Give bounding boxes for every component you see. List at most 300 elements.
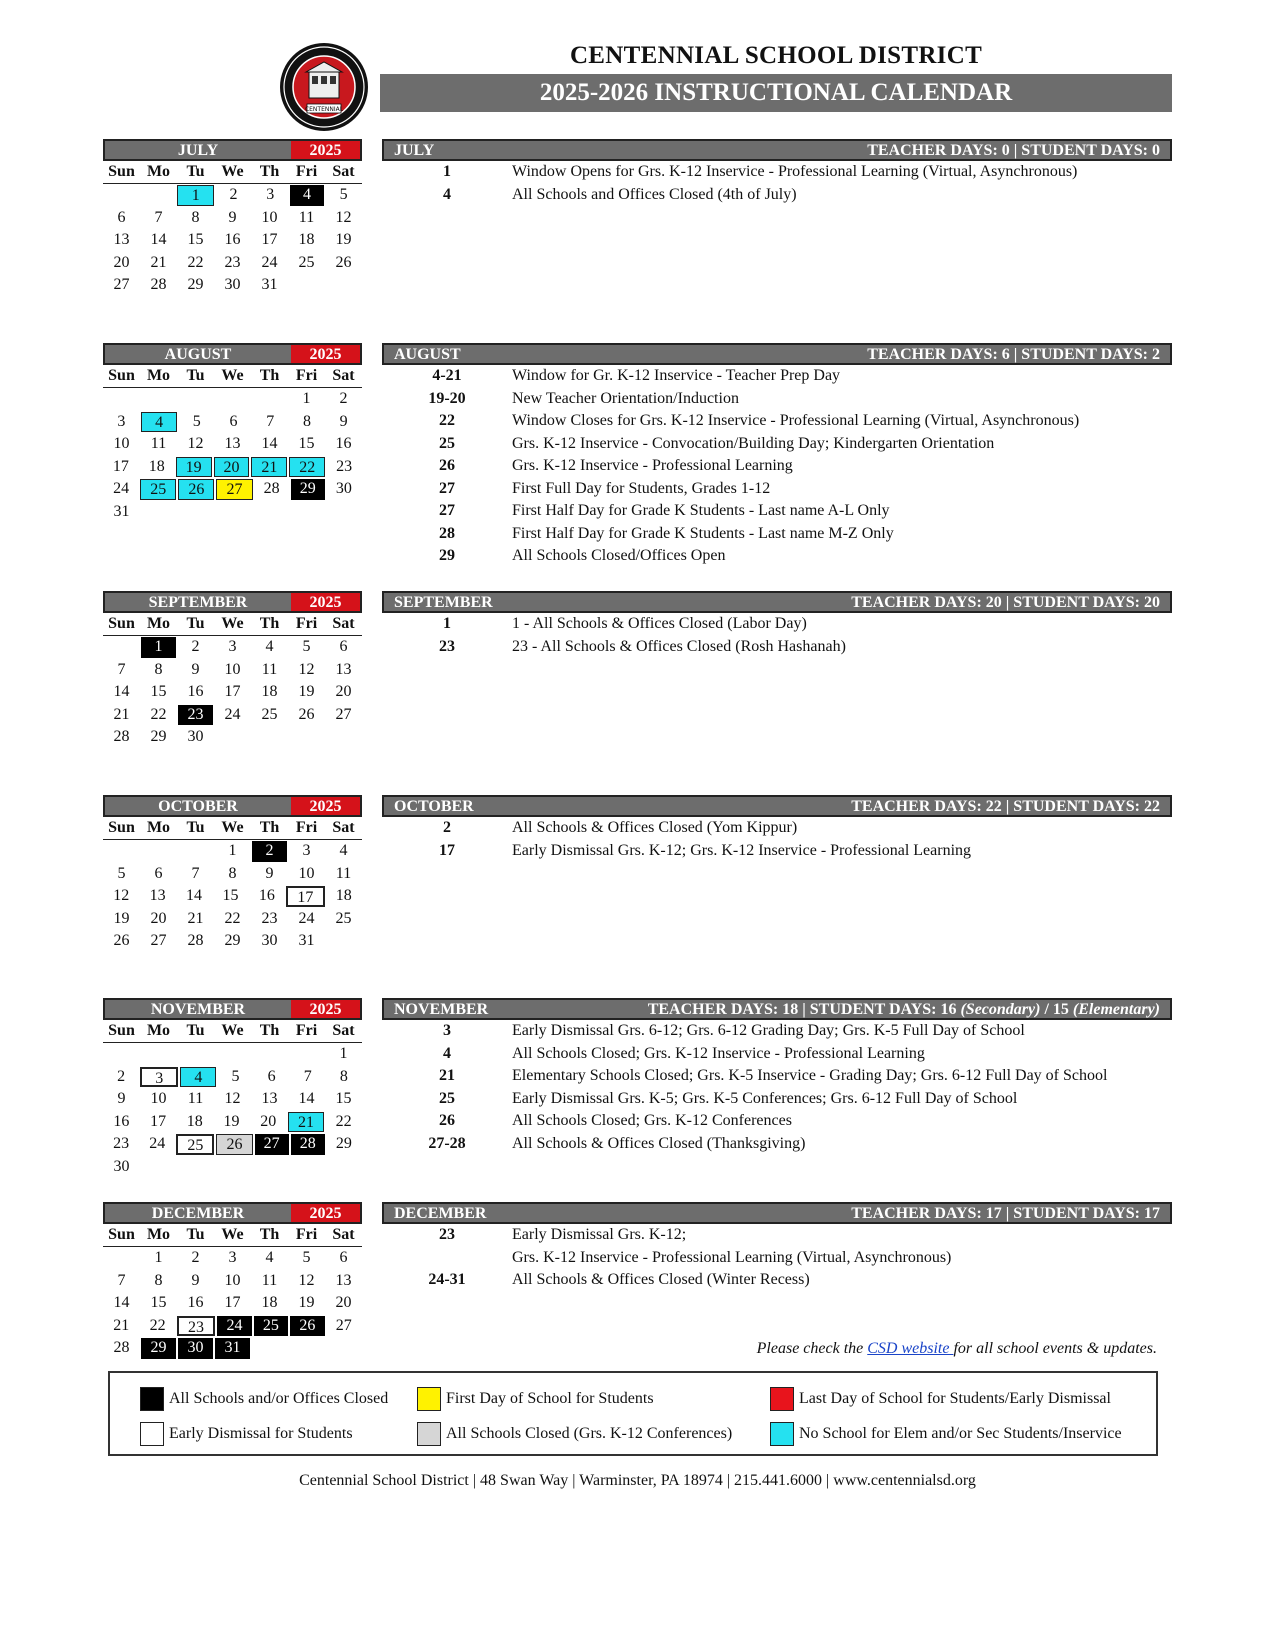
footer-address: Centennial School District | 48 Swan Way | Warminster, PA 18974 | 215.441.6000 | www.centennialsd.org xyxy=(299,1472,976,1489)
calendar-day: 27 xyxy=(335,1316,352,1334)
events-list xyxy=(382,1224,1172,1292)
mini-calendar-year: 2025 xyxy=(291,1000,360,1018)
calendar-day xyxy=(252,1157,287,1178)
calendar-day: 5 xyxy=(302,1249,311,1266)
week-row xyxy=(103,659,362,682)
event-date: 2 xyxy=(443,819,451,836)
calendar-day: 17 xyxy=(261,231,278,248)
calendar-day: 23 xyxy=(177,1316,215,1337)
calendar-day: 16 xyxy=(335,435,352,452)
calendar-day: 25 xyxy=(254,1316,288,1337)
calendar-day: 28 xyxy=(150,276,167,293)
weekday-label: Mo xyxy=(146,819,171,836)
event-description: All Schools Closed; Grs. K-12 Conferences xyxy=(512,1112,792,1129)
event-description: Window Closes for Grs. K-12 Inservice - Professional Learning (Virtual, Asynchronous) xyxy=(512,412,1080,429)
calendar-day: 2 xyxy=(252,841,287,862)
weekday-label: Sun xyxy=(108,367,135,384)
calendar-day: 20 xyxy=(335,1294,352,1311)
calendar-day: 14 xyxy=(298,1090,315,1107)
mini-calendar-header xyxy=(103,795,362,817)
weekday-label: Fri xyxy=(295,819,318,836)
calendar-day: 18 xyxy=(298,231,315,248)
calendar-day: 10 xyxy=(150,1090,167,1107)
calendar-day: 22 xyxy=(224,909,241,927)
mini-calendar-month: DECEMBER xyxy=(105,1204,291,1222)
note-text-before: Please check the xyxy=(756,1340,868,1357)
calendar-day: 25 xyxy=(298,253,315,271)
calendar-day: 16 xyxy=(113,1112,130,1130)
weekday-label: Mo xyxy=(146,1226,171,1243)
district-seal-logo xyxy=(279,42,369,132)
calendar-day: 7 xyxy=(266,412,275,430)
calendar-day: 23 xyxy=(113,1135,130,1152)
calendar-day: 29 xyxy=(187,276,204,293)
calendar-day xyxy=(252,727,287,748)
event-row xyxy=(382,1269,1172,1292)
weekday-label: Th xyxy=(259,367,280,384)
calendar-day: 28 xyxy=(113,1339,130,1356)
calendar-day: 31 xyxy=(215,1338,250,1359)
calendar-day: 11 xyxy=(298,208,315,226)
event-row xyxy=(382,1133,1172,1156)
calendar-day: 23 xyxy=(178,705,213,726)
calendar-day: 3 xyxy=(140,1067,178,1088)
calendar-day: 13 xyxy=(335,660,352,678)
calendar-day: 15 xyxy=(150,1294,167,1311)
calendar-day: 5 xyxy=(192,412,201,430)
event-row xyxy=(382,1020,1172,1043)
calendar-day: 30 xyxy=(224,276,241,293)
event-date: 25 xyxy=(439,1089,455,1107)
week-row xyxy=(103,1292,362,1315)
calendar-day xyxy=(178,502,213,523)
event-description: Early Dismissal Grs. K-12; Grs. K-12 Inservice - Professional Learning xyxy=(512,841,972,859)
calendar-day xyxy=(141,502,176,523)
note-text-after: for all school events & updates. xyxy=(953,1340,1157,1357)
calendar-day xyxy=(104,185,139,206)
calendar-day xyxy=(252,1044,287,1065)
calendar-day: 14 xyxy=(150,231,167,248)
week-row xyxy=(103,1043,362,1066)
events-header xyxy=(382,998,1172,1020)
calendar-day: 13 xyxy=(335,1271,352,1289)
event-date xyxy=(382,1247,512,1270)
calendar-day: 28 xyxy=(263,480,280,497)
calendar-day: 7 xyxy=(191,864,200,882)
calendar-day: 9 xyxy=(191,1271,200,1289)
calendar-day xyxy=(141,185,176,206)
calendar-day: 7 xyxy=(154,208,163,226)
week-row xyxy=(103,478,362,501)
calendar-day: 9 xyxy=(117,1090,126,1107)
weekday-label: Tu xyxy=(186,819,205,836)
calendar-day: 23 xyxy=(224,253,241,271)
event-row xyxy=(382,184,1172,207)
calendar-day: 16 xyxy=(224,231,241,248)
event-row xyxy=(382,1065,1172,1088)
weekday-label: Mo xyxy=(146,163,171,180)
calendar-day xyxy=(215,502,250,523)
week-row xyxy=(103,274,362,297)
calendar-day: 11 xyxy=(261,660,278,678)
legend-label: First Day of School for Students xyxy=(446,1390,654,1407)
calendar-day: 31 xyxy=(113,502,130,520)
events-header xyxy=(382,1202,1172,1224)
week-row xyxy=(103,433,362,456)
calendar-day: 17 xyxy=(286,886,324,907)
mini-calendar-grid xyxy=(103,817,362,953)
weekday-label: We xyxy=(221,367,244,384)
legend-item-conferences xyxy=(417,1422,732,1446)
mini-calendar-month: OCTOBER xyxy=(105,797,291,815)
calendar-day: 8 xyxy=(154,660,163,678)
calendar-day: 1 xyxy=(339,1045,348,1062)
event-date: 26 xyxy=(439,457,455,474)
calendar-day: 29 xyxy=(150,728,167,745)
calendar-day xyxy=(141,1157,176,1178)
week-row xyxy=(103,726,362,749)
event-date: 27 xyxy=(439,502,455,519)
events-header xyxy=(382,343,1172,365)
calendar-day: 30 xyxy=(335,480,352,497)
weekday-label: We xyxy=(221,615,244,632)
event-date: 25 xyxy=(439,434,455,452)
calendar-day: 6 xyxy=(117,208,126,226)
calendar-day: 13 xyxy=(261,1090,278,1107)
event-row xyxy=(382,1247,1172,1270)
week-row xyxy=(103,252,362,275)
weekday-label: Th xyxy=(259,615,280,632)
weekday-label: Fri xyxy=(295,367,318,384)
week-row xyxy=(103,388,362,411)
calendar-day: 29 xyxy=(141,1338,176,1359)
calendar-day: 1 xyxy=(177,185,214,206)
calendar-day: 10 xyxy=(298,864,315,882)
mini-calendar-month: NOVEMBER xyxy=(105,1000,291,1018)
calendar-day: 20 xyxy=(260,1112,277,1130)
summary-part: TEACHER DAYS: 18 | STUDENT DAYS: 16 xyxy=(647,1001,961,1018)
calendar-day: 3 xyxy=(302,842,311,859)
calendar-day xyxy=(215,1044,250,1065)
events-list xyxy=(382,161,1172,206)
week-row xyxy=(103,1247,362,1270)
event-row xyxy=(382,523,1172,546)
event-description: All Schools & Offices Closed (Winter Recess) xyxy=(512,1271,810,1288)
event-description: All Schools & Offices Closed (Thanksgiving) xyxy=(512,1134,806,1152)
legend-label: No School for Elem and/or Sec Students/Inservice xyxy=(799,1425,1122,1442)
calendar-day: 24 xyxy=(149,1135,166,1152)
week-row xyxy=(103,1156,362,1179)
calendar-day: 7 xyxy=(117,1271,126,1289)
calendar-day: 2 xyxy=(229,186,238,203)
calendar-day: 2 xyxy=(191,638,200,655)
events-month-name: DECEMBER xyxy=(394,1205,487,1222)
website-note xyxy=(757,1340,1157,1358)
event-description: Grs. K-12 Inservice - Convocation/Building Day; Kindergarten Orientation xyxy=(512,434,995,452)
calendar-day: 31 xyxy=(261,276,278,293)
week-row xyxy=(103,863,362,886)
weekday-label: Sat xyxy=(332,163,355,180)
calendar-day: 26 xyxy=(178,479,214,500)
calendar-day xyxy=(178,389,213,410)
calendar-day: 4 xyxy=(265,638,274,655)
calendar-day: 3 xyxy=(117,412,126,430)
summary-part: / 15 xyxy=(1040,1001,1073,1018)
event-date: 19-20 xyxy=(428,389,466,407)
calendar-day: 17 xyxy=(150,1112,167,1130)
events-month-name: SEPTEMBER xyxy=(394,594,493,611)
mini-calendar-month: AUGUST xyxy=(105,345,291,363)
calendar-day: 5 xyxy=(117,864,126,882)
calendar-day: 13 xyxy=(224,435,241,452)
calendar-day: 6 xyxy=(154,864,163,882)
calendar-day: 26 xyxy=(335,253,352,271)
calendar-day xyxy=(215,727,250,748)
legend-item-last-day xyxy=(770,1387,1111,1411)
calendar-day: 21 xyxy=(150,253,167,271)
calendar-day xyxy=(104,637,139,658)
calendar-day: 24 xyxy=(113,480,130,497)
weekday-header-row xyxy=(103,613,362,636)
week-row xyxy=(103,704,362,727)
calendar-day: 18 xyxy=(261,1294,278,1311)
calendar-day: 21 xyxy=(251,457,287,478)
calendar-day: 30 xyxy=(187,728,204,745)
calendar-day: 21 xyxy=(288,1112,325,1133)
calendar-day: 28 xyxy=(113,728,130,745)
days-summary: TEACHER DAYS: 20 | STUDENT DAYS: 20 xyxy=(851,594,1160,611)
weekday-label: Sat xyxy=(332,367,355,384)
event-date: 24-31 xyxy=(428,1271,466,1288)
calendar-day: 22 xyxy=(335,1112,352,1130)
calendar-day: 12 xyxy=(224,1090,241,1107)
event-description: First Half Day for Grade K Students - Last name A-L Only xyxy=(512,502,890,519)
calendar-day: 16 xyxy=(258,887,275,904)
weekday-label: Tu xyxy=(186,1022,205,1039)
calendar-day xyxy=(141,389,176,410)
legend-item-first-day xyxy=(417,1387,654,1411)
mini-calendar-year: 2025 xyxy=(291,797,360,815)
calendar-day xyxy=(289,502,324,523)
calendar-day: 9 xyxy=(339,412,348,430)
event-description: Grs. K-12 Inservice - Professional Learning xyxy=(512,457,793,474)
week-row xyxy=(103,1337,362,1360)
calendar-day xyxy=(326,1157,361,1178)
calendar-day: 27 xyxy=(255,1134,289,1155)
calendar-day: 2 xyxy=(339,390,348,407)
calendar-day xyxy=(326,275,361,296)
legend-label: All Schools Closed (Grs. K-12 Conferences) xyxy=(446,1425,733,1442)
event-row xyxy=(382,1110,1172,1133)
events-list xyxy=(382,817,1172,862)
event-date: 4-21 xyxy=(432,367,462,384)
calendar-day: 9 xyxy=(265,864,274,882)
weekday-label: Mo xyxy=(146,615,171,632)
weekday-label: Sun xyxy=(108,1022,135,1039)
weekday-label: Tu xyxy=(186,163,205,180)
event-description: First Half Day for Grade K Students - Last name M-Z Only xyxy=(512,524,894,542)
calendar-day: 25 xyxy=(335,909,352,927)
week-row xyxy=(103,184,362,207)
event-date: 22 xyxy=(439,412,455,429)
calendar-day: 15 xyxy=(150,683,167,700)
svg-text:CENTENNIAL: CENTENNIAL xyxy=(304,106,344,113)
event-row xyxy=(382,455,1172,478)
calendar-day: 10 xyxy=(224,1271,241,1289)
calendar-day: 15 xyxy=(187,231,204,248)
calendar-day: 30 xyxy=(113,1157,130,1175)
calendar-day: 11 xyxy=(187,1090,204,1107)
calendar-day: 10 xyxy=(113,435,130,452)
calendar-day: 24 xyxy=(261,253,278,271)
calendar-day: 20 xyxy=(113,253,130,271)
week-row xyxy=(103,930,362,953)
calendar-day: 12 xyxy=(335,208,352,226)
week-row xyxy=(103,1270,362,1293)
weekday-header-row xyxy=(103,365,362,388)
events-header xyxy=(382,795,1172,817)
calendar-day: 28 xyxy=(291,1134,325,1155)
days-summary: TEACHER DAYS: 6 | STUDENT DAYS: 2 xyxy=(867,346,1160,363)
event-description: All Schools & Offices Closed (Yom Kippur) xyxy=(512,819,798,836)
events-month-name: JULY xyxy=(394,142,435,159)
csd-website-link[interactable]: CSD website xyxy=(867,1340,954,1357)
calendar-day xyxy=(178,1157,213,1178)
event-description: Grs. K-12 Inservice - Professional Learning (Virtual, Asynchronous) xyxy=(512,1248,952,1266)
calendar-day: 14 xyxy=(113,1294,130,1311)
calendar-day: 13 xyxy=(149,887,166,904)
event-description: Elementary Schools Closed; Grs. K-5 Inservice - Grading Day; Grs. 6-12 Full Day of School xyxy=(512,1067,1108,1084)
weekday-label: We xyxy=(221,163,244,180)
calendar-day: 21 xyxy=(113,705,130,723)
week-row xyxy=(103,501,362,524)
calendar-day: 26 xyxy=(113,932,130,949)
event-date: 4 xyxy=(443,1044,451,1062)
weekday-label: Sat xyxy=(332,1226,355,1243)
events-header xyxy=(382,139,1172,161)
calendar-day: 11 xyxy=(335,864,352,882)
weekday-header-row xyxy=(103,161,362,184)
mini-calendar-grid xyxy=(103,613,362,749)
weekday-label: Sat xyxy=(332,819,355,836)
weekday-label: Fri xyxy=(295,1022,318,1039)
calendar-day xyxy=(104,1248,139,1269)
event-description: First Full Day for Students, Grades 1-12 xyxy=(512,479,771,497)
calendar-day: 19 xyxy=(298,683,315,700)
weekday-header-row xyxy=(103,1020,362,1043)
event-date: 26 xyxy=(439,1112,455,1129)
weekday-label: Sun xyxy=(108,1226,135,1243)
calendar-day xyxy=(289,727,324,748)
calendar-day xyxy=(289,1157,324,1178)
calendar-day: 10 xyxy=(261,208,278,226)
calendar-day: 5 xyxy=(302,638,311,655)
calendar-day: 16 xyxy=(187,683,204,700)
event-date: 3 xyxy=(443,1022,451,1039)
calendar-day: 31 xyxy=(298,932,315,949)
calendar-day: 18 xyxy=(186,1112,203,1130)
legend-swatch xyxy=(140,1387,164,1411)
calendar-day: 4 xyxy=(141,412,178,433)
calendar-day: 10 xyxy=(224,660,241,678)
calendar-day xyxy=(104,841,139,862)
event-date: 1 xyxy=(443,615,451,632)
event-row xyxy=(382,1088,1172,1111)
calendar-day: 12 xyxy=(187,435,204,452)
calendar-day: 1 xyxy=(228,842,237,859)
calendar-day: 25 xyxy=(176,1134,214,1155)
calendar-day: 22 xyxy=(150,705,167,723)
calendar-day xyxy=(215,389,250,410)
calendar-day: 11 xyxy=(261,1271,278,1289)
calendar-day: 4 xyxy=(290,185,325,206)
event-row xyxy=(382,161,1172,184)
events-month-name: OCTOBER xyxy=(394,798,474,815)
mini-calendar-grid xyxy=(103,365,362,523)
calendar-day: 19 xyxy=(298,1294,315,1311)
weekday-label: Fri xyxy=(295,1226,318,1243)
calendar-day: 18 xyxy=(335,887,352,904)
event-description: All Schools Closed; Grs. K-12 Inservice - Professional Learning xyxy=(512,1044,925,1062)
event-date: 23 xyxy=(439,1226,455,1243)
weekday-label: Tu xyxy=(186,615,205,632)
calendar-day xyxy=(141,841,176,862)
calendar-day: 15 xyxy=(335,1090,352,1107)
week-row xyxy=(103,207,362,230)
weekday-label: Sun xyxy=(108,819,135,836)
calendar-day: 27 xyxy=(335,705,352,723)
mini-calendar-grid xyxy=(103,1020,362,1178)
calendar-day: 17 xyxy=(112,457,129,475)
calendar-day: 27 xyxy=(150,932,167,949)
weekday-label: Tu xyxy=(186,1226,205,1243)
calendar-day: 17 xyxy=(224,683,241,700)
summary-part: (Elementary) xyxy=(1072,1001,1160,1018)
calendar-day xyxy=(326,502,361,523)
district-title: CENTENNIAL SCHOOL DISTRICT xyxy=(569,42,983,69)
event-row xyxy=(382,545,1172,568)
week-row xyxy=(103,636,362,659)
event-row xyxy=(382,1043,1172,1066)
calendar-day: 27 xyxy=(216,479,252,500)
mini-calendar-header xyxy=(103,343,362,365)
calendar-day: 20 xyxy=(150,909,167,927)
legend-swatch xyxy=(417,1387,441,1411)
calendar-day: 3 xyxy=(266,186,275,203)
weekday-label: Th xyxy=(259,163,280,180)
weekday-label: Th xyxy=(259,1022,280,1039)
event-date: 4 xyxy=(443,185,451,203)
weekday-label: Sat xyxy=(332,1022,355,1039)
event-date: 27 xyxy=(439,479,455,497)
calendar-day: 8 xyxy=(191,208,200,226)
week-row xyxy=(103,1133,362,1156)
weekday-label: Th xyxy=(259,819,280,836)
events-list xyxy=(382,1020,1172,1155)
event-row xyxy=(382,1224,1172,1247)
events-header xyxy=(382,591,1172,613)
calendar-day: 7 xyxy=(117,660,126,678)
week-row xyxy=(103,1111,362,1134)
calendar-day: 25 xyxy=(261,705,278,723)
week-row xyxy=(103,411,362,434)
calendar-day xyxy=(326,727,361,748)
calendar-day: 1 xyxy=(302,390,311,407)
calendar-day xyxy=(178,841,213,862)
event-row xyxy=(382,613,1172,636)
weekday-header-row xyxy=(103,1224,362,1247)
calendar-day: 4 xyxy=(339,842,348,859)
